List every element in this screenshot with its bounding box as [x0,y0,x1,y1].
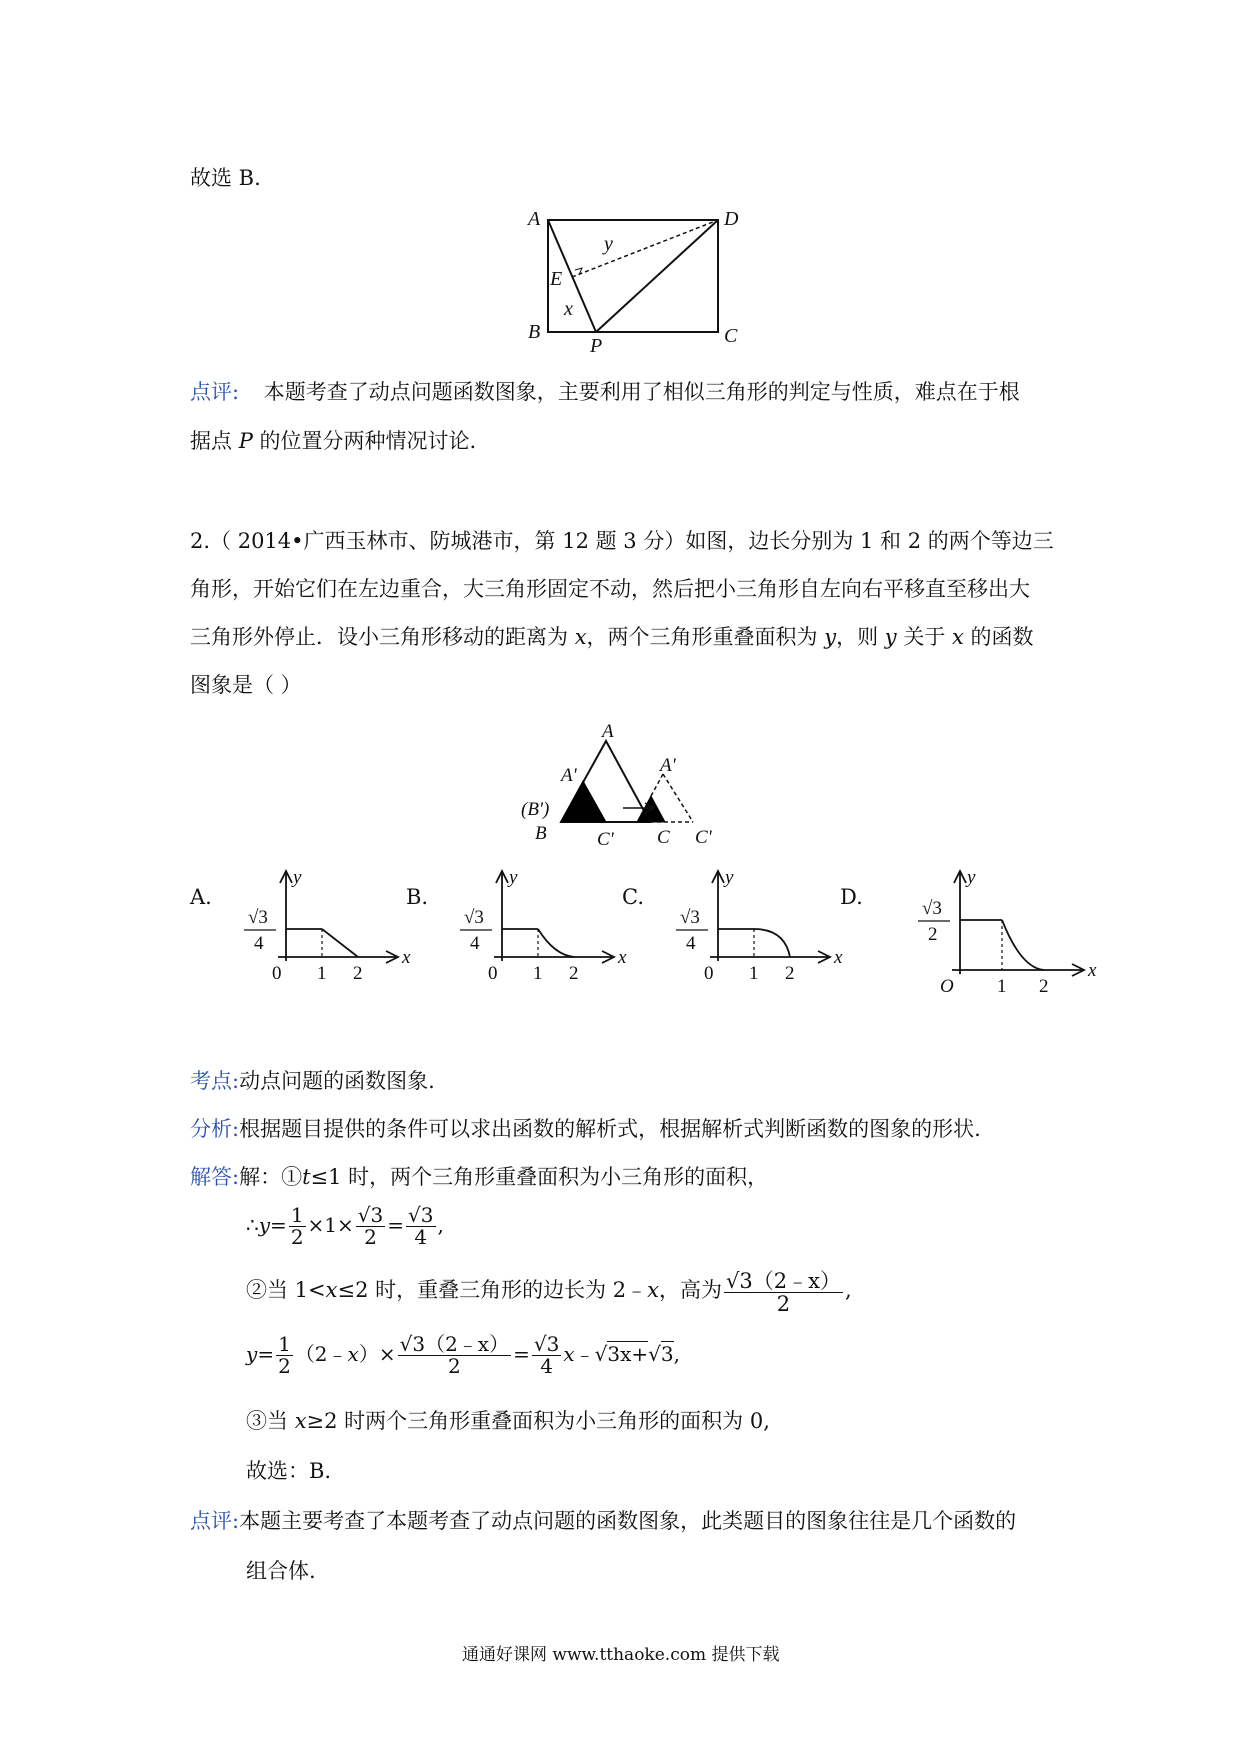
axis-label-x: x [402,947,411,968]
tick-1: 1 [749,963,759,984]
case2-x: x [325,1278,338,1303]
eq1-frac-b: $\frac{√3}{4}$ [408,1203,434,1249]
equation-1 [246,1205,444,1248]
case3-a: ③当 [246,1409,295,1433]
fenxi-label: 分析: [190,1117,240,1141]
t-label-b1: (B') [521,799,550,820]
axis-label-y: y [509,867,518,888]
y-frac-den: 4 [686,933,696,954]
case2-end: , [844,1278,852,1303]
kaodian-label: 考点: [190,1069,240,1093]
eq2-tail-b: 3x+ [607,1342,649,1366]
eq2-tail-c: 3 [660,1342,674,1366]
origin-label: 0 [488,963,498,984]
axis-label-y: y [967,867,976,888]
label-c: C [724,325,738,347]
eq1-eq2: = [387,1213,405,1237]
y-frac-den: 4 [254,933,264,954]
label-x: x [564,298,573,320]
eq1-end: , [437,1213,444,1237]
q2-l3c: ，则 [836,625,885,649]
y-frac-num: √3 [922,898,942,919]
jieda-line [190,1161,768,1191]
origin-label: O [940,976,954,997]
y-frac-den: 4 [470,933,480,954]
case2-c: ，高为 [659,1278,722,1303]
review2-text1: 本题主要考查了本题考查了动点问题的函数图象，此类题目的图象往往是几个函数的 [239,1509,1017,1533]
case2-b: ≤2 时，重叠三角形的边长为 2﹣ [337,1278,648,1303]
axis-label-x: x [834,947,843,968]
case3-line [246,1405,770,1435]
axis-label-x: x [1088,960,1097,981]
q2-l3d: 关于 [896,625,953,649]
case2-height-frac: $\frac{√3(2﹣x)}{2}$ [726,1269,841,1317]
q2-l3a: 三角形外停止．设小三角形移动的距离为 [190,625,575,649]
fenxi-line [190,1113,981,1143]
axis-label-y: y [293,867,302,888]
answer-line: 故选：B. [246,1459,332,1483]
eq1-therefore: ∴ [246,1213,259,1237]
tick-1: 1 [533,963,543,984]
jieda-label: 解答: [190,1165,240,1189]
case3-x: x [294,1409,307,1433]
case2-line [246,1270,852,1315]
jieda-b: ≤1 时，两个三角形重叠面积为小三角形的面积， [310,1165,769,1189]
q2-l3b: ，两个三角形重叠面积为 [586,625,825,649]
label-y: y [604,233,613,255]
y-frac-num: √3 [680,907,700,928]
eq2-frac-b: $\frac{√3}{4}$ [533,1332,560,1378]
review1-line2 [190,425,476,455]
eq2-eq: = [257,1342,275,1366]
tick-1: 1 [317,963,327,984]
t-label-c: C [657,827,670,848]
tick-2: 2 [353,963,363,984]
q2-line4: 图象是（ ） [190,673,302,697]
equation-2: y= $\frac{1}{2}$ （2﹣x）× $\frac{√3(2﹣x)}{2}$ = $\frac{√3}{4}$ x﹣√3x+√3, [246,1332,680,1378]
q2-l3y2: y [884,625,897,649]
label-e: E [550,268,563,290]
t-label-c2: C' [695,827,712,848]
jieda-a: 解：① [239,1165,303,1189]
axis-label-x: x [618,947,627,968]
t-label-c1: C' [597,829,614,850]
option-graph [436,865,636,995]
eq2-half: $\frac{1}{2}$ [278,1332,291,1378]
eq1-half: $\frac{1}{2}$ [290,1203,304,1249]
eq1-eq: = [270,1213,287,1237]
q2-l3x2: x [952,625,964,649]
review2-line2: 组合体. [246,1559,316,1583]
option-letter: B. [406,885,429,909]
tick-2: 2 [1039,976,1049,997]
eq2-tail-x: x [563,1342,575,1366]
kaodian-line [190,1065,435,1095]
option-letter: D. [840,885,863,909]
case3-b: ≥2 时两个三角形重叠面积为小三角形的面积为 0, [306,1409,770,1433]
tick-2: 2 [569,963,579,984]
conclusion-text: 故选 B. [190,166,261,190]
tick-2: 2 [785,963,795,984]
label-d: D [724,208,739,230]
option-graph [870,865,1097,997]
q2-line3 [190,621,1034,651]
option-graph [652,865,852,995]
eq1-times: ×1× [307,1213,354,1237]
review1-text1: 本题考查了动点问题函数图象，主要利用了相似三角形的判定与性质，难点在于根 [263,380,1020,404]
review2-label: 点评: [190,1509,240,1533]
option-letter: C. [622,885,644,909]
kaodian-text: 动点问题的函数图象. [239,1069,435,1093]
origin-label: 0 [704,963,714,984]
eq2-eq2: = [513,1342,530,1366]
y-frac-num: √3 [248,907,268,928]
review2-line1 [190,1505,1016,1535]
t-label-b: B [535,823,547,844]
eq1-frac-a: $\frac{√3}{2}$ [357,1203,384,1249]
q2-l3x: x [574,625,587,649]
origin-label: 0 [272,963,282,984]
eq2-close: ）× [358,1342,396,1366]
eq2-frac-a: $\frac{√3(2﹣x)}{2}$ [399,1332,510,1378]
eq2-end: , [673,1342,680,1366]
jieda-t: t [302,1165,311,1189]
case2-x2: x [647,1278,659,1303]
label-b: B [528,321,541,343]
t-label-a2: A' [660,755,676,776]
t-label-a: A [602,721,614,742]
option-graph [220,865,420,995]
eq2-x: x [347,1342,359,1366]
q2-l3y: y [824,625,837,649]
rectangle-figure [520,200,740,360]
fenxi-text: 根据题目提供的条件可以求出函数的解析式，根据解析式判断函数的图象的形状. [239,1117,981,1141]
axis-label-y: y [725,867,734,888]
triangles-figure [515,715,740,865]
eq2-mid: （2﹣ [294,1342,348,1366]
review1-post: 的位置分两种情况讨论. [252,429,477,453]
footer-text: 通通好课网 www.tthaoke.com 提供下载 [462,1645,780,1665]
y-frac-num: √3 [464,907,484,928]
option-letter: A. [190,885,212,909]
eq1-y: y [258,1213,271,1237]
q2-line2: 角形，开始它们在左边重合，大三角形固定不动，然后把小三角形自左向右平移直至移出大 [190,577,1030,601]
review1-pre: 据点 [190,429,239,453]
t-label-a1: A' [561,765,577,786]
label-a: A [528,208,541,230]
eq2-y: y [246,1342,258,1366]
case2-a: ②当 1< [246,1278,326,1303]
eq2-tail-a: ﹣ [574,1342,595,1366]
y-frac-den: 2 [928,924,938,945]
tick-1: 1 [997,976,1007,997]
q2-l3e: 的函数 [963,625,1034,649]
review1-label: 点评: [190,380,240,404]
review1-var: P [238,429,253,453]
review1-line1 [190,376,1020,406]
label-p: P [590,335,603,357]
q2-line1: 2.（ 2014•广西玉林市、防城港市，第 12 题 3 分）如图，边长分别为 1 和 2 的两个等边三 [190,529,1054,553]
